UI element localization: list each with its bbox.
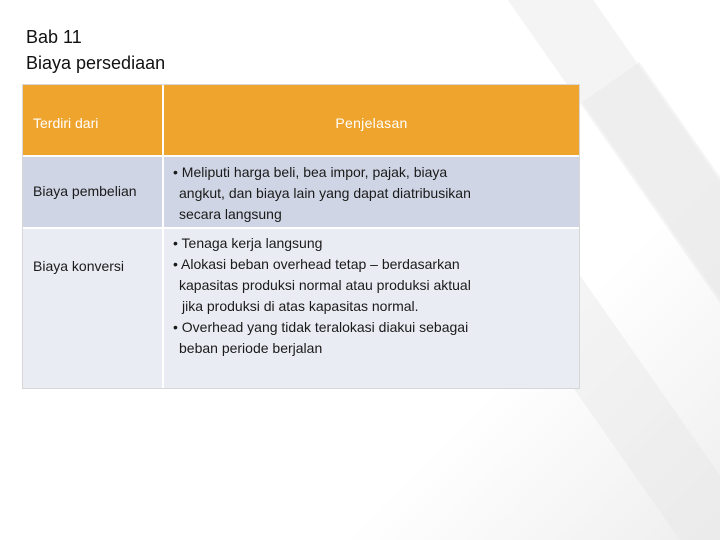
row-label-biaya-konversi: Biaya konversi (33, 258, 125, 274)
description-line: jika produksi di atas kapasitas normal. (182, 298, 419, 314)
row-divider-1 (23, 155, 579, 157)
description-line: beban periode berjalan (179, 340, 323, 356)
description-line: • Overhead yang tidak teralokasi diakui sebagai (173, 319, 469, 335)
row-description-biaya-pembelian (173, 162, 573, 225)
row-description-biaya-konversi (173, 233, 573, 359)
title-line-1: Bab 11 (26, 27, 82, 47)
description-line: kapasitas produksi normal atau produksi aktual (179, 277, 471, 293)
description-line: secara langsung (179, 206, 282, 222)
title-line-2: Biaya persediaan (26, 53, 166, 73)
description-line: • Alokasi beban overhead tetap – berdasarkan (173, 256, 460, 272)
description-line: angkut, dan biaya lain yang dapat diatribusikan (179, 185, 471, 201)
slide-title (26, 24, 165, 76)
header-terdiri-dari: Terdiri dari (33, 115, 99, 131)
row-divider-2 (23, 227, 579, 229)
description-line: • Tenaga kerja langsung (173, 235, 323, 251)
row-label-biaya-pembelian: Biaya pembelian (33, 183, 137, 199)
cost-table (22, 84, 580, 389)
header-penjelasan: Penjelasan (335, 115, 408, 131)
description-line: • Meliputi harga beli, bea impor, pajak, biaya (173, 164, 448, 180)
